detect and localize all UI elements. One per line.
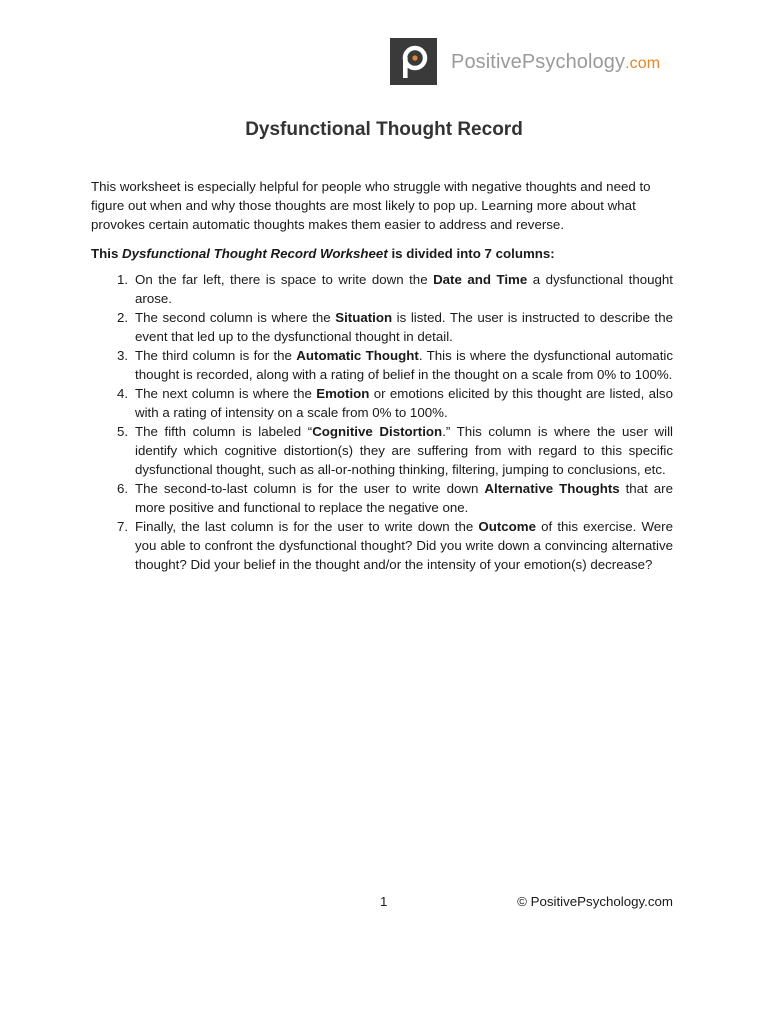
item-term: Cognitive Distortion — [312, 424, 443, 439]
list-number: 6. — [117, 481, 129, 496]
brand-tld-text: .com — [625, 54, 661, 72]
item-text: Finally, the last column is for the user to write down the — [135, 519, 479, 534]
item-text: of this exercise. Were you able to confront the dysfunctional thought? Did you write down a convincing alternative thought? Did your belief in the thought and/or the intensity of your emotion(s) decrease? — [135, 519, 673, 572]
brand-logo — [390, 38, 660, 85]
item-text: On the far left, there is space to write down the — [135, 272, 434, 287]
page-number: 1 — [380, 894, 388, 909]
item-term: Automatic Thought — [296, 348, 419, 363]
item-text: The next column is where the — [135, 386, 317, 401]
item-text: The fifth column is labeled “ — [135, 424, 313, 439]
document-body — [91, 177, 673, 574]
list-number: 3. — [117, 348, 129, 363]
item-text: .” This column is where the user will identify which cognitive distortion(s) they are suffering from with regard to this specific dysfunctional thought, such as all-or-nothing thinking, filtering, jumping to conclusions, etc. — [135, 424, 673, 477]
logo-badge-icon — [390, 38, 437, 85]
lead-prefix: This — [91, 246, 123, 261]
list-item — [91, 422, 673, 479]
item-term: Date and Time — [433, 272, 528, 287]
item-text: . This is where the dysfunctional automatic thought is recorded, along with a rating of belief in the thought on a scale from 0% to 100%. — [135, 348, 673, 382]
item-term: Alternative Thoughts — [484, 481, 620, 496]
list-number: 2. — [117, 310, 129, 325]
item-text: The third column is for the — [135, 348, 297, 363]
item-text: is listed. The user is instructed to describe the event that led up to the dysfunctional thought in detail. — [135, 310, 673, 344]
item-text: that are more positive and functional to replace the negative one. — [135, 481, 673, 515]
list-item — [91, 384, 673, 422]
columns-lead — [91, 244, 673, 263]
item-text: or emotions elicited by this thought are listed, also with a rating of intensity on a scale from 0% to 100%. — [135, 386, 673, 420]
brand-name-text: PositivePsychology — [451, 50, 626, 73]
intro-paragraph: This worksheet is especially helpful for people who struggle with negative thoughts and need to figure out when and why those thoughts are most likely to pop up. Learning more about what provokes certain automatic thoughts makes them easier to address and reverse. — [91, 179, 651, 232]
list-item — [91, 517, 673, 574]
item-text: The second-to-last column is for the user to write down — [135, 481, 485, 496]
footer-copyright: © PositivePsychology.com — [517, 894, 673, 909]
item-term: Outcome — [478, 519, 537, 534]
item-term: Situation — [335, 310, 393, 325]
list-number: 5. — [117, 424, 129, 439]
document-title: Dysfunctional Thought Record — [245, 119, 523, 140]
list-number: 1. — [117, 272, 129, 287]
list-number: 7. — [117, 519, 129, 534]
lead-suffix: is divided into 7 columns: — [387, 246, 555, 261]
brand-name — [451, 52, 660, 72]
item-text: The second column is where the — [135, 310, 336, 325]
logo-p-icon — [399, 45, 429, 79]
list-number: 4. — [117, 386, 129, 401]
list-item — [91, 479, 673, 517]
lead-emphasis: Dysfunctional Thought Record Worksheet — [122, 246, 388, 261]
list-item — [91, 346, 673, 384]
column-list — [91, 270, 673, 574]
list-item — [91, 270, 673, 308]
item-term: Emotion — [316, 386, 370, 401]
list-item — [91, 308, 673, 346]
item-text: a dysfunctional thought arose. — [135, 272, 673, 306]
